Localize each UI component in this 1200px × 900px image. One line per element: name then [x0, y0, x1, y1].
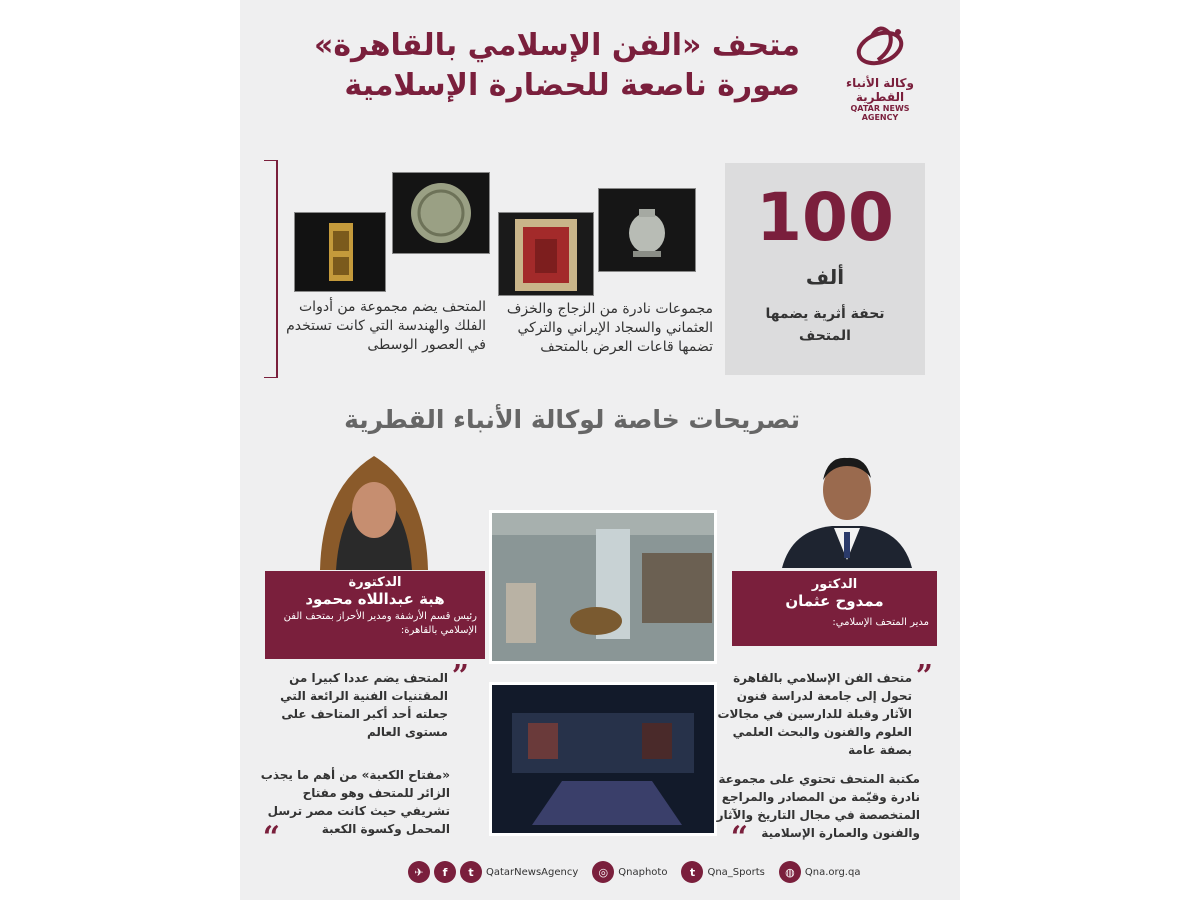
person-right-name: ممدوح عثمان	[785, 592, 884, 610]
twitter-sports-icon[interactable]: t	[681, 861, 703, 883]
qna-main-handle[interactable]: QatarNewsAgency	[486, 866, 579, 878]
caption-bracket	[264, 160, 278, 378]
collections-caption: مجموعات نادرة من الزجاج والخزف العثماني والسجاد الإيراني والتركي تضمها قاعات العرض بالمتحف	[506, 301, 713, 355]
social-footer	[408, 860, 874, 884]
facebook-icon[interactable]: f	[434, 861, 456, 883]
person-left-photo	[306, 448, 442, 570]
person-right-role: الدكتور	[811, 577, 858, 592]
quote-right-1: متحف الفن الإسلامي بالقاهرة تحول إلى جامعة لدراسة فنون الآثار وقبلة للدارسين في مجالات العلوم والفنون والبحث العلمي بصفة عامة	[717, 671, 912, 757]
quote-left-1: المتحف يضم عددا كبيرا من المقتنيات الفنية الرائعة التي جعلته أحد أكبر المتاحف على مستوى العالم	[280, 671, 448, 739]
qna-sports-handle[interactable]: Qna_Sports	[707, 866, 765, 878]
cabinet-icon	[295, 213, 385, 291]
engraved-disc-image	[392, 172, 490, 254]
person-left-card	[265, 571, 485, 659]
museum-hall-photo-1	[489, 510, 717, 664]
astronomy-caption: المتحف يضم مجموعة من أدوات الفلك والهندسة التي كانت تستخدم في العصور الوسطى	[286, 299, 486, 353]
twitter-icon[interactable]: t	[460, 861, 482, 883]
disc-icon	[393, 173, 489, 253]
person-right-photo	[772, 448, 922, 568]
website-link[interactable]: Qna.org.qa	[804, 866, 861, 878]
stat-box	[725, 163, 925, 375]
instagram-icon[interactable]: ◎	[592, 861, 614, 883]
vessel-icon	[599, 189, 695, 271]
quote-right-2: مكتبة المتحف تحتوي على مجموعة نادرة وقيّمة من المصادر والمراجع المتخصصة في مجال التاريخ والآثار والفنون والعمارة الإسلامية	[716, 772, 920, 840]
astrolabe-cabinet-image	[294, 212, 386, 292]
museum-vitrine-icon	[492, 513, 714, 661]
infographic-panel	[240, 0, 960, 900]
logo-arabic-text: وكالة الأنباء القطرية	[846, 76, 914, 104]
stat-number: 100	[756, 179, 894, 256]
qna-logo	[840, 24, 920, 122]
man-portrait-icon	[772, 448, 922, 568]
telegram-icon[interactable]: ✈	[408, 861, 430, 883]
museum-hall-photo-2	[489, 682, 717, 836]
quote-mark-icon: “	[262, 820, 280, 855]
stat-description: تحفة أثرية يضمها المتحف	[765, 306, 885, 344]
quote-left-2: «مفتاح الكعبة» من أهم ما يجذب الزائر للمتحف وهو مفتاح تشريفي حيث كانت مصر ترسل المحمل وكسوة الكعبة	[260, 768, 450, 836]
qna-logo-icon	[850, 24, 910, 70]
qna-photo-handle[interactable]: Qnaphoto	[618, 866, 668, 878]
carpet-image	[498, 212, 594, 296]
globe-icon[interactable]: ◍	[779, 861, 801, 883]
page-title-line2: صورة ناصعة للحضارة الإسلامية	[344, 68, 800, 103]
woman-portrait-icon	[306, 448, 442, 570]
logo-english-text: QATAR NEWS AGENCY	[850, 104, 910, 122]
page-title-line1: متحف «الفن الإسلامي بالقاهرة»	[313, 28, 800, 63]
person-right-title: مدير المتحف الإسلامي:	[832, 617, 929, 628]
section-title: تصريحات خاصة لوكالة الأنباء القطرية	[344, 405, 800, 434]
stat-unit: ألف	[805, 265, 845, 289]
carpet-gallery-icon	[492, 685, 714, 833]
person-right-card	[732, 571, 937, 646]
person-left-role: الدكتورة	[348, 575, 402, 590]
glass-vessel-image	[598, 188, 696, 272]
carpet-icon	[499, 213, 593, 295]
quote-mark-icon: ”	[915, 659, 933, 694]
person-left-title: رئيس قسم الأرشفة ومدير الأحراز بمتحف الفن الإسلامي بالقاهرة:	[283, 611, 477, 636]
quote-mark-icon: ”	[451, 659, 469, 694]
quote-mark-icon: “	[730, 820, 748, 855]
person-left-name: هبة عبداللاه محمود	[305, 590, 445, 608]
